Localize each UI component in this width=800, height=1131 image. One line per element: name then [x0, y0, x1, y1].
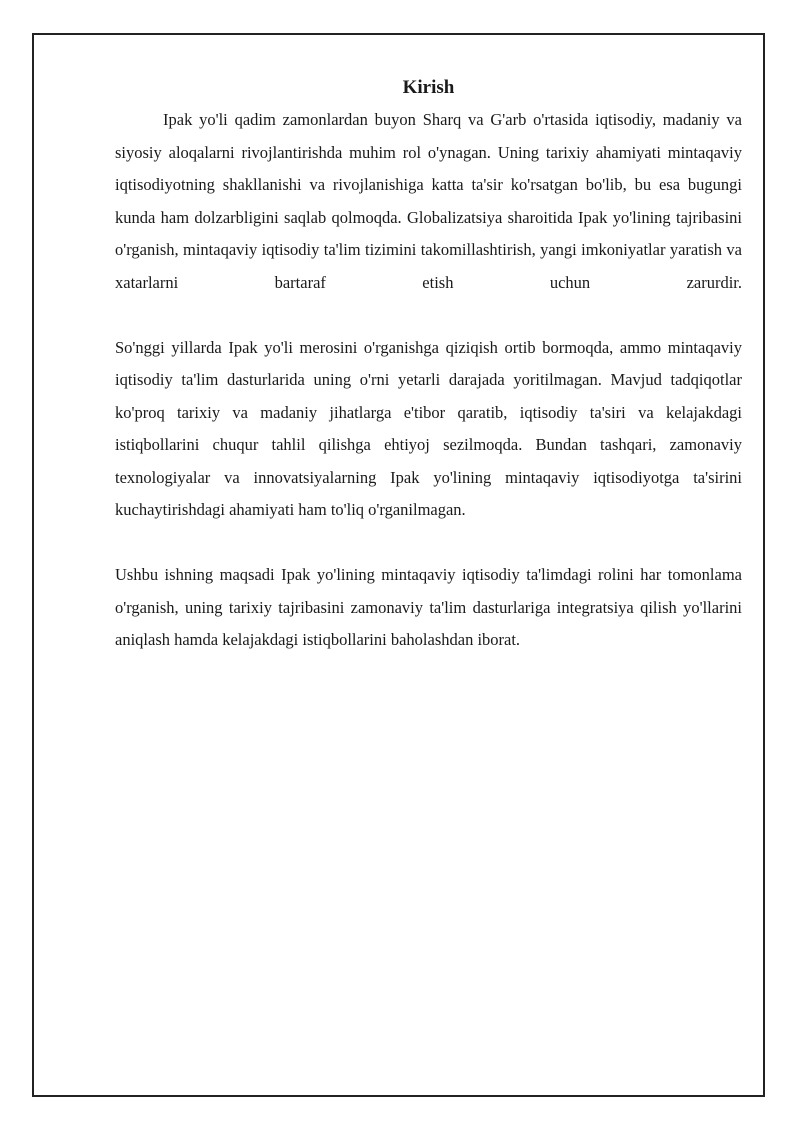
document-title: Kirish [402, 77, 455, 98]
paragraph-intro: Ipak yo'li qadim zamonlardan buyon Sharq va G'arb o'rtasida iqtisodiy, madaniy va siyosiy aloqalarni rivojlantirishda muhim rol o'ynagan. Uning tarixiy ahamiyati mintaqaviy iqtisodiyotning shakllanishi va rivojlanishiga katta ta'sir ko'rsatgan bo'lib, bu esa bugungi kunda ham dolzarbligini saqlab qolmoqda. Globalizatsiya sharoitida Ipak yo'lining tajribasini o'rganish, mintaqaviy iqtisodiy ta'lim tizimini takomillashtirish, yangi imkoniyatlar yaratish va xatarlarni bartaraf etish uchun zarurdir. [115, 110, 742, 292]
paragraph-problem: So'nggi yillarda Ipak yo'li merosini o'rganishga qiziqish ortib bormoqda, ammo mintaqaviy iqtisodiy ta'lim dasturlarida uning o'rni yetarli darajada yoritilmagan. Mavjud tadqiqotlar ko'proq tarixiy va madaniy jihatlarga e'tibor qaratib, iqtisodiy ta'siri va kelajakdagi istiqbollarini chuqur tahlil qilishga ehtiyoj sezilmoqda. Bundan tashqari, zamonaviy texnologiyalar va innovatsiyalarning Ipak yo'lining mintaqaviy iqtisodiyotga ta'sirini kuchaytirishdagi ahamiyati ham to'liq o'rganilmagan. [115, 337, 742, 519]
paragraph-spacer [115, 299, 742, 332]
document-body [115, 74, 742, 657]
paragraph-goal: Ushbu ishning maqsadi Ipak yo'lining mintaqaviy iqtisodiy ta'limdagi rolini har tomonlama o'rganish, uning tarixiy tajribasini zamonaviy ta'lim dasturlariga integratsiya qilish yo'llarini aniqlash hamda kelajakdagi istiqbollarini baholashdan iborat. [115, 565, 742, 649]
paragraph-spacer [115, 527, 742, 560]
